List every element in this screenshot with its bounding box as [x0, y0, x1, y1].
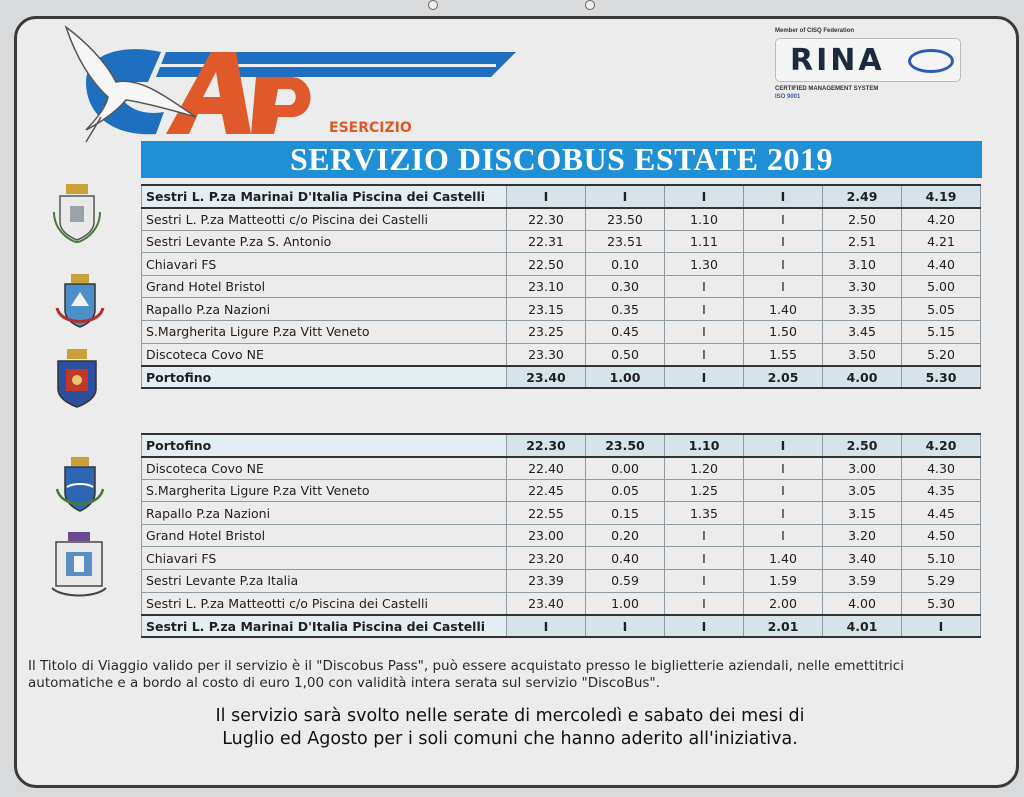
departure-time: 5.29 — [902, 570, 981, 593]
departure-time: 1.20 — [665, 457, 744, 480]
departure-time: 22.55 — [507, 502, 586, 525]
departure-time: 2.50 — [823, 434, 902, 457]
logo-subtitle: ESERCIZIO — [329, 120, 412, 136]
cisq-badge-icon — [908, 49, 954, 73]
departure-time: 1.11 — [665, 230, 744, 253]
departure-time: 23.20 — [507, 547, 586, 570]
stop-name: Sestri L. P.za Matteotti c/o Piscina dei Castelli — [142, 592, 507, 615]
departure-time: 1.25 — [665, 479, 744, 502]
departure-time: 3.45 — [823, 321, 902, 344]
pin-hole — [428, 0, 438, 10]
departure-time: 4.19 — [902, 185, 981, 208]
rina-certification-logo — [775, 28, 965, 108]
table-row — [142, 366, 981, 389]
departure-time: 3.05 — [823, 479, 902, 502]
departure-time: 23.40 — [507, 592, 586, 615]
departure-time: 4.00 — [823, 366, 902, 389]
departure-time: 5.10 — [902, 547, 981, 570]
departure-time: 4.40 — [902, 253, 981, 276]
departure-time: 1.30 — [665, 253, 744, 276]
stop-name: S.Margherita Ligure P.za Vitt Veneto — [142, 479, 507, 502]
departure-time: I — [665, 366, 744, 389]
departure-time: I — [665, 615, 744, 638]
departure-time: 5.00 — [902, 275, 981, 298]
service-notice-line1: Il servizio sarà svolto nelle serate di mercoledì e sabato dei mesi di — [215, 706, 805, 726]
departure-time: I — [665, 547, 744, 570]
rina-name: RINA — [790, 43, 885, 78]
table-row — [142, 185, 981, 208]
table-row — [142, 253, 981, 276]
departure-time: I — [744, 185, 823, 208]
stop-name: Portofino — [142, 434, 507, 457]
table-row — [142, 524, 981, 547]
departure-time: 5.30 — [902, 366, 981, 389]
departure-time: 3.15 — [823, 502, 902, 525]
departure-time: 23.30 — [507, 343, 586, 366]
departure-time: 0.59 — [586, 570, 665, 593]
departure-time: 4.35 — [902, 479, 981, 502]
stop-name: Portofino — [142, 366, 507, 389]
table-row — [142, 208, 981, 231]
table-row — [142, 570, 981, 593]
ticket-info-text: Il Titolo di Viaggio valido per il servizio è il "Discobus Pass", può essere acquistato presso le biglietterie aziendali, nelle emettitrici automatiche e a bordo al costo di euro 1,00 con validità intera serata sul servizio "DiscoBus". — [28, 658, 904, 691]
departure-time: 0.10 — [586, 253, 665, 276]
departure-time: 23.51 — [586, 230, 665, 253]
departure-time: 2.01 — [744, 615, 823, 638]
table-row — [142, 275, 981, 298]
departure-time: 0.40 — [586, 547, 665, 570]
departure-time: 5.05 — [902, 298, 981, 321]
departure-time: 3.10 — [823, 253, 902, 276]
rina-box — [775, 38, 961, 82]
departure-time: 3.50 — [823, 343, 902, 366]
departure-time: 1.00 — [586, 366, 665, 389]
atp-logo — [46, 22, 526, 147]
departure-time: 5.30 — [902, 592, 981, 615]
departure-time: 23.00 — [507, 524, 586, 547]
departure-time: 1.50 — [744, 321, 823, 344]
stop-name: Chiavari FS — [142, 547, 507, 570]
departure-time: 23.25 — [507, 321, 586, 344]
departure-time: 1.40 — [744, 547, 823, 570]
departure-time: I — [586, 185, 665, 208]
departure-time: 3.20 — [823, 524, 902, 547]
rina-iso-text: ISO 9001 — [775, 94, 801, 100]
departure-time: 4.00 — [823, 592, 902, 615]
departure-time: 23.15 — [507, 298, 586, 321]
departure-time: 22.31 — [507, 230, 586, 253]
departure-time: 4.30 — [902, 457, 981, 480]
outbound-timetable — [141, 184, 981, 389]
departure-time: 3.00 — [823, 457, 902, 480]
departure-time: 2.49 — [823, 185, 902, 208]
stop-name: S.Margherita Ligure P.za Vitt Veneto — [142, 321, 507, 344]
departure-time: 0.35 — [586, 298, 665, 321]
table-row — [142, 592, 981, 615]
atp-logo-mark — [46, 22, 526, 147]
departure-time: 23.50 — [586, 434, 665, 457]
departure-time: 1.40 — [744, 298, 823, 321]
rina-member-text: Member of CISQ Federation — [775, 28, 855, 34]
service-notice-line2: Luglio ed Agosto per i soli comuni che hanno aderito all'iniziativa. — [222, 729, 798, 749]
departure-time: 1.55 — [744, 343, 823, 366]
stop-name: Sestri L. P.za Matteotti c/o Piscina dei Castelli — [142, 208, 507, 231]
departure-time: 3.40 — [823, 547, 902, 570]
portofino-crest-icon — [48, 530, 110, 600]
stop-name: Sestri Levante P.za S. Antonio — [142, 230, 507, 253]
departure-time: 3.30 — [823, 275, 902, 298]
departure-time: 22.30 — [507, 434, 586, 457]
departure-time: 0.15 — [586, 502, 665, 525]
departure-time: 0.20 — [586, 524, 665, 547]
departure-time: 0.30 — [586, 275, 665, 298]
departure-time: 4.50 — [902, 524, 981, 547]
table-row — [142, 321, 981, 344]
departure-time: I — [744, 479, 823, 502]
departure-time: 4.45 — [902, 502, 981, 525]
departure-time: I — [665, 275, 744, 298]
departure-time: 4.20 — [902, 208, 981, 231]
departure-time: I — [744, 524, 823, 547]
departure-time: I — [507, 615, 586, 638]
departure-time: 22.30 — [507, 208, 586, 231]
departure-time: 0.00 — [586, 457, 665, 480]
departure-time: I — [744, 275, 823, 298]
departure-time: I — [744, 502, 823, 525]
santa-margherita-crest-icon — [55, 455, 105, 517]
title-banner — [141, 141, 982, 178]
departure-time: I — [744, 208, 823, 231]
departure-time: 4.01 — [823, 615, 902, 638]
return-timetable — [141, 433, 981, 638]
departure-time: 23.10 — [507, 275, 586, 298]
table-row — [142, 502, 981, 525]
departure-time: 2.00 — [744, 592, 823, 615]
departure-time: I — [902, 615, 981, 638]
stop-name: Discoteca Covo NE — [142, 457, 507, 480]
departure-time: 3.35 — [823, 298, 902, 321]
departure-time: 0.45 — [586, 321, 665, 344]
table-row — [142, 298, 981, 321]
departure-time: 4.21 — [902, 230, 981, 253]
departure-time: I — [665, 343, 744, 366]
departure-time: 2.50 — [823, 208, 902, 231]
departure-time: I — [665, 321, 744, 344]
departure-time: 3.59 — [823, 570, 902, 593]
departure-time: I — [744, 457, 823, 480]
departure-time: 1.59 — [744, 570, 823, 593]
departure-time: 22.45 — [507, 479, 586, 502]
pin-hole — [585, 0, 595, 10]
table-row — [142, 434, 981, 457]
page-title: SERVIZIO DISCOBUS ESTATE 2019 — [289, 141, 833, 177]
departure-time: I — [744, 253, 823, 276]
stop-name: Chiavari FS — [142, 253, 507, 276]
chiavari-crest-icon — [55, 272, 105, 334]
table-row — [142, 457, 981, 480]
table-row — [142, 479, 981, 502]
departure-time: 1.35 — [665, 502, 744, 525]
departure-time: 2.51 — [823, 230, 902, 253]
departure-time: 23.39 — [507, 570, 586, 593]
departure-time: 1.10 — [665, 208, 744, 231]
rina-certified-text: CERTIFIED MANAGEMENT SYSTEM — [775, 86, 879, 92]
departure-time: I — [665, 185, 744, 208]
departure-time: 22.50 — [507, 253, 586, 276]
table-row — [142, 547, 981, 570]
departure-time: I — [744, 230, 823, 253]
service-notice — [110, 705, 910, 751]
departure-time: I — [665, 524, 744, 547]
departure-time: 0.05 — [586, 479, 665, 502]
stop-name: Rapallo P.za Nazioni — [142, 298, 507, 321]
departure-time: I — [665, 298, 744, 321]
stop-name: Sestri Levante P.za Italia — [142, 570, 507, 593]
departure-time: 5.15 — [902, 321, 981, 344]
departure-time: 23.50 — [586, 208, 665, 231]
stop-name: Grand Hotel Bristol — [142, 275, 507, 298]
departure-time: 22.40 — [507, 457, 586, 480]
departure-time: 1.10 — [665, 434, 744, 457]
stop-name: Sestri L. P.za Marinai D'Italia Piscina dei Castelli — [142, 615, 507, 638]
departure-time: I — [507, 185, 586, 208]
rapallo-crest-icon — [52, 347, 102, 409]
table-row — [142, 343, 981, 366]
departure-time: 23.40 — [507, 366, 586, 389]
stop-name: Grand Hotel Bristol — [142, 524, 507, 547]
sestri-levante-crest-icon — [52, 182, 102, 244]
departure-time: I — [586, 615, 665, 638]
stop-name: Rapallo P.za Nazioni — [142, 502, 507, 525]
departure-time: I — [744, 434, 823, 457]
departure-time: 1.00 — [586, 592, 665, 615]
departure-time: I — [665, 592, 744, 615]
departure-time: 4.20 — [902, 434, 981, 457]
stop-name: Sestri L. P.za Marinai D'Italia Piscina dei Castelli — [142, 185, 507, 208]
departure-time: I — [665, 570, 744, 593]
departure-time: 2.05 — [744, 366, 823, 389]
stop-name: Discoteca Covo NE — [142, 343, 507, 366]
departure-time: 5.20 — [902, 343, 981, 366]
table-row — [142, 230, 981, 253]
table-row — [142, 615, 981, 638]
departure-time: 0.50 — [586, 343, 665, 366]
